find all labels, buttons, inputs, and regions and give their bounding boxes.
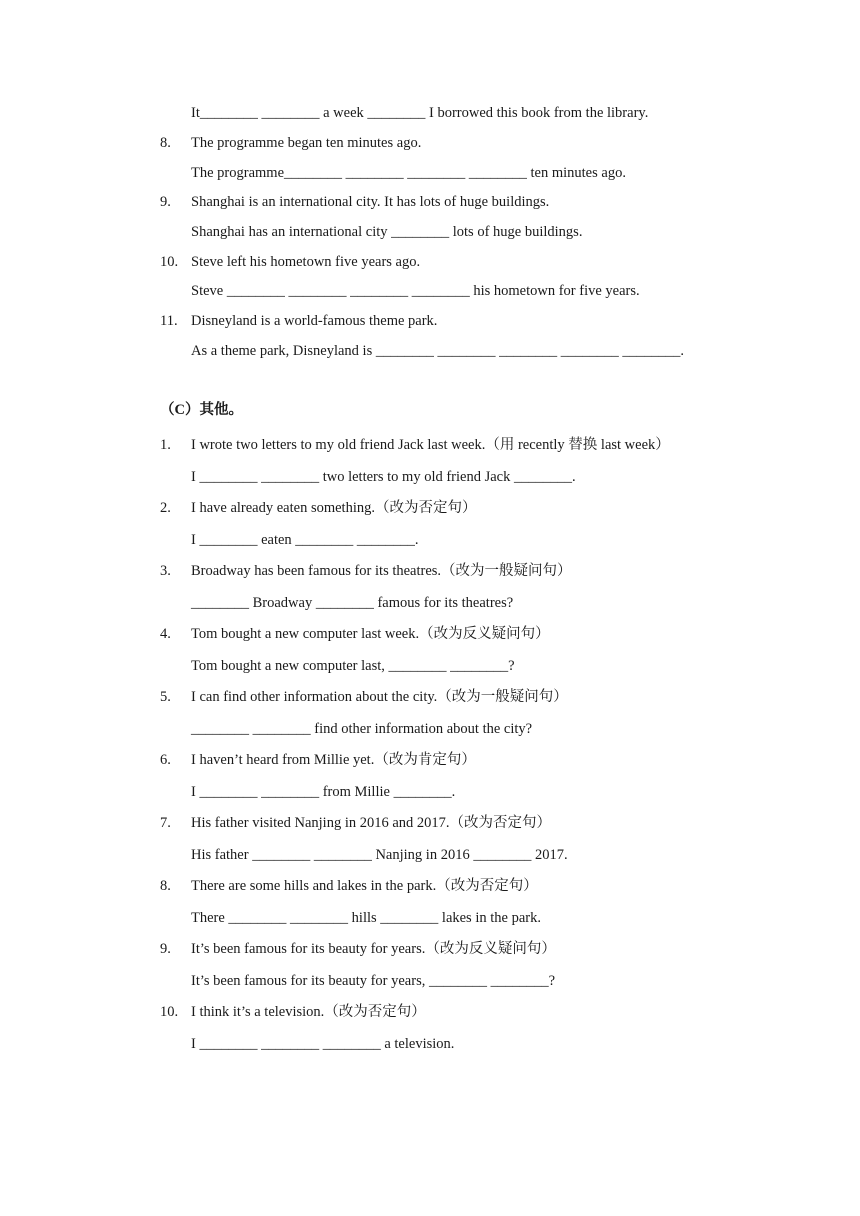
c-item-8-answer: There ________ ________ hills ________ lakes in the park. (191, 910, 541, 926)
c-item-2-answer: I ________ eaten ________ ________. (191, 532, 419, 548)
c-item-3-question: Broadway has been famous for its theatres.（改为一般疑问句） (191, 563, 572, 579)
c-item-4-number: 4. (160, 626, 171, 642)
c-item-4-question: Tom bought a new computer last week.（改为反义疑问句） (191, 626, 550, 642)
section-c-heading: （C）其他。 (160, 402, 243, 418)
b-item-10-answer: Steve ________ ________ ________ ________ his hometown for five years. (191, 283, 640, 299)
c-item-9-answer: It’s been famous for its beauty for years, ________ ________? (191, 973, 556, 989)
c-item-1-question: I wrote two letters to my old friend Jack last week.（用 recently 替换 last week） (191, 437, 670, 453)
c-item-7-answer: His father ________ ________ Nanjing in 2016 ________ 2017. (191, 847, 568, 863)
c-item-10-answer: I ________ ________ ________ a television. (191, 1036, 455, 1052)
b-item-10-question: Steve left his hometown five years ago. (191, 254, 421, 270)
c-item-3-answer: ________ Broadway ________ famous for its theatres? (191, 595, 514, 611)
c-item-8-number: 8. (160, 878, 171, 894)
c-item-5-answer: ________ ________ find other information about the city? (191, 721, 533, 737)
b-item-11-question: Disneyland is a world-famous theme park. (191, 313, 438, 329)
c-item-9-question: It’s been famous for its beauty for years.（改为反义疑问句） (191, 941, 556, 957)
c-item-1-number: 1. (160, 437, 171, 453)
b-item-9-number: 9. (160, 194, 171, 210)
b-item-8-answer: The programme________ ________ ________ ________ ten minutes ago. (191, 165, 626, 181)
b-item-11-answer: As a theme park, Disneyland is ________ ________ ________ ________ ________. (191, 343, 684, 359)
c-item-3-number: 3. (160, 563, 171, 579)
c-item-6-question: I haven’t heard from Millie yet.（改为肯定句） (191, 752, 476, 768)
c-item-5-number: 5. (160, 689, 171, 705)
c-item-1-answer: I ________ ________ two letters to my old friend Jack ________. (191, 469, 576, 485)
c-item-5-question: I can find other information about the city.（改为一般疑问句） (191, 689, 568, 705)
c-item-6-answer: I ________ ________ from Millie ________. (191, 784, 456, 800)
c-item-7-question: His father visited Nanjing in 2016 and 2017.（改为否定句） (191, 815, 552, 831)
c-item-2-number: 2. (160, 500, 171, 516)
c-item-10-question: I think it’s a television.（改为否定句） (191, 1004, 426, 1020)
c-item-2-question: I have already eaten something.（改为否定句） (191, 500, 477, 516)
c-item-4-answer: Tom bought a new computer last, ________ ________? (191, 658, 515, 674)
b-item-11-number: 11. (160, 313, 178, 329)
b-item-9-answer: Shanghai has an international city ________ lots of huge buildings. (191, 224, 583, 240)
b-item-8-number: 8. (160, 135, 171, 151)
c-item-9-number: 9. (160, 941, 171, 957)
b-item-10-number: 10. (160, 254, 179, 270)
c-item-10-number: 10. (160, 1004, 179, 1020)
b-item-7-answer: It________ ________ a week ________ I borrowed this book from the library. (191, 105, 649, 121)
c-item-6-number: 6. (160, 752, 171, 768)
b-item-8-question: The programme began ten minutes ago. (191, 135, 422, 151)
b-item-9-question: Shanghai is an international city. It has lots of huge buildings. (191, 194, 550, 210)
c-item-8-question: There are some hills and lakes in the park.（改为否定句） (191, 878, 538, 894)
c-item-7-number: 7. (160, 815, 171, 831)
